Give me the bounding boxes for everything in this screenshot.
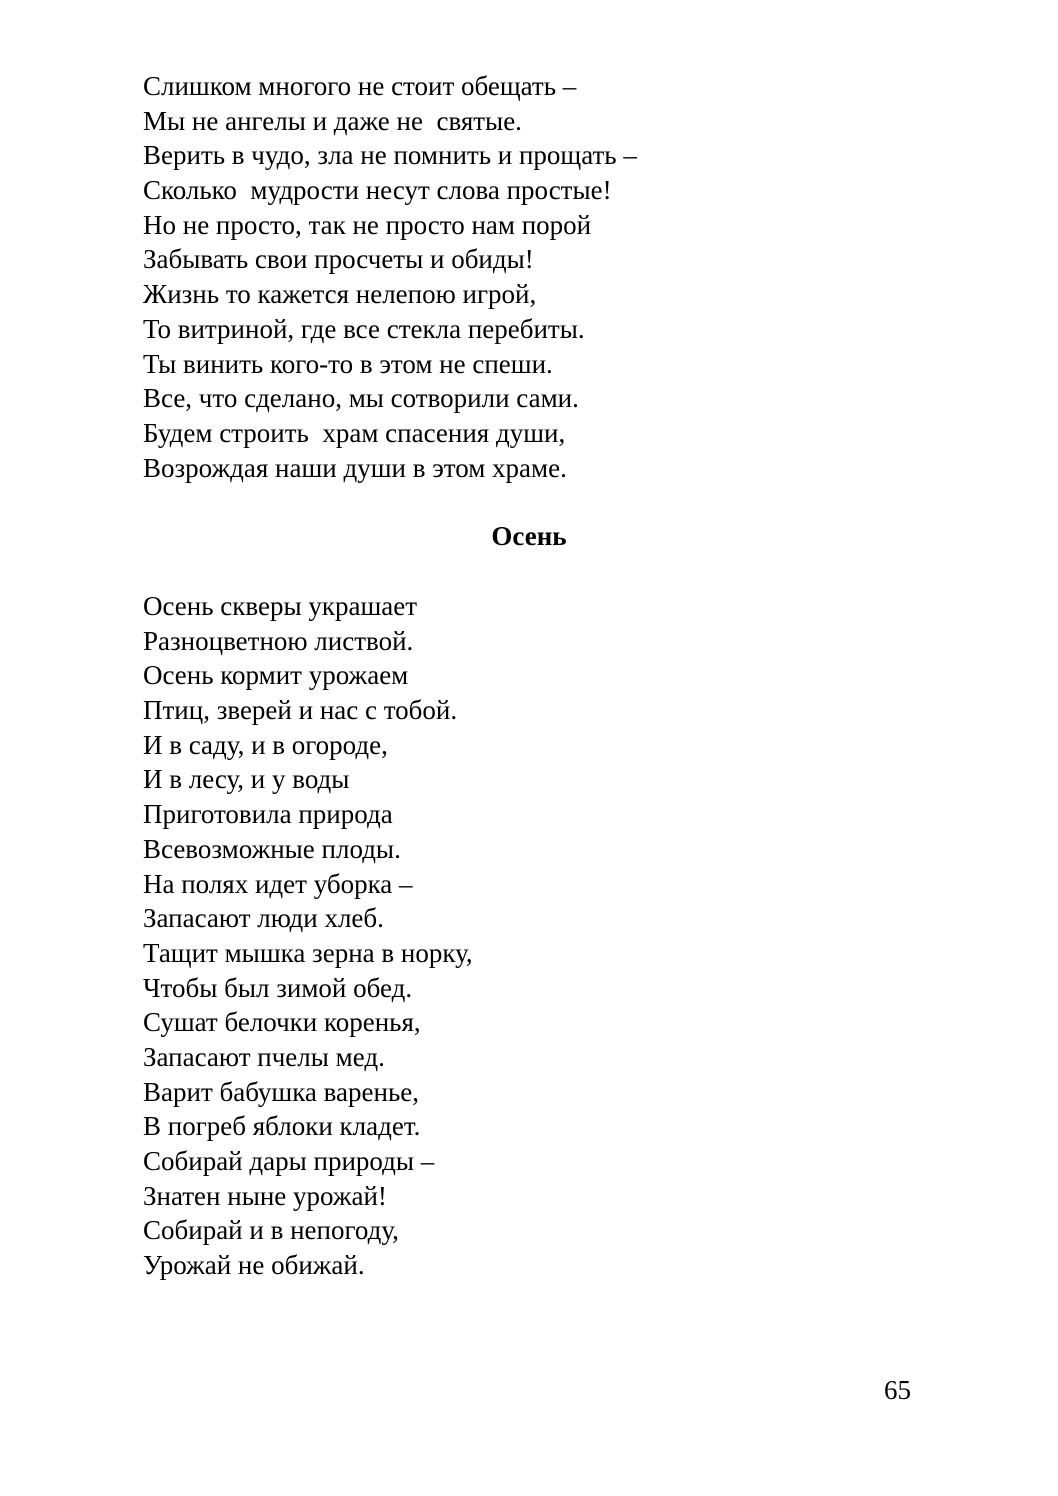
poem-line: Слишком многого не стоит обещать – bbox=[143, 71, 577, 101]
poem-line: И в лесу, и у воды bbox=[143, 764, 350, 795]
poem-stanza bbox=[143, 69, 637, 485]
poem-line: Запасают пчелы мед. bbox=[143, 1041, 385, 1072]
poem-line: Разноцветною листвой. bbox=[143, 625, 414, 656]
poem-line: То витриной, где все стекла перебиты. bbox=[143, 313, 585, 344]
poem-line: Сколько мудрости несут слова простые! bbox=[143, 175, 612, 206]
poem-line: Знатен ныне урожай! bbox=[143, 1180, 387, 1211]
poem-line: Варит бабушка варенье, bbox=[143, 1076, 420, 1107]
poem-line: Забывать свои просчеты и обиды! bbox=[143, 244, 534, 275]
poem-line: Тащит мышка зерна в норку, bbox=[143, 937, 473, 968]
poem-line: Сушат белочки коренья, bbox=[143, 1007, 421, 1038]
poem-line: Мы не ангелы и даже не святые. bbox=[143, 105, 522, 136]
poem-line: Все, что сделано, мы сотворили сами. bbox=[143, 383, 579, 414]
poem-line: Ты винить кого-то в этом не спеши. bbox=[143, 348, 553, 379]
poem-line: Урожай не обижай. bbox=[143, 1250, 365, 1281]
poem-stanza bbox=[143, 589, 473, 1283]
poem-line: И в саду, и в огороде, bbox=[143, 729, 388, 760]
poem-title: Осень bbox=[491, 521, 567, 551]
poem-line: В погреб яблоки кладет. bbox=[143, 1111, 421, 1142]
poem-line: Всевозможные плоды. bbox=[143, 833, 401, 864]
poem-line: Собирай и в непогоду, bbox=[143, 1215, 399, 1246]
poem-line: На полях идет уборка – bbox=[143, 868, 413, 899]
poem-line: Осень скверы украшает bbox=[143, 591, 418, 621]
poem-line: Возрождая наши души в этом храме. bbox=[143, 452, 567, 483]
poem-line: Птиц, зверей и нас с тобой. bbox=[143, 695, 458, 726]
poem-line: Будем строить храм спасения души, bbox=[143, 417, 566, 448]
poem-line: Запасают люди хлеб. bbox=[143, 903, 384, 934]
poem-line: Чтобы был зимой обед. bbox=[143, 972, 413, 1003]
poem-line: Собирай дары природы – bbox=[143, 1146, 435, 1176]
poem-line: Но не просто, так не просто нам порой bbox=[143, 209, 592, 240]
page-number: 65 bbox=[884, 1375, 911, 1405]
poem-line: Приготовила природа bbox=[143, 799, 393, 830]
poem-line: Жизнь то кажется нелепою игрой, bbox=[143, 279, 537, 310]
poem-line: Осень кормит урожаем bbox=[143, 660, 409, 691]
poem-line: Верить в чудо, зла не помнить и прощать – bbox=[143, 140, 637, 171]
